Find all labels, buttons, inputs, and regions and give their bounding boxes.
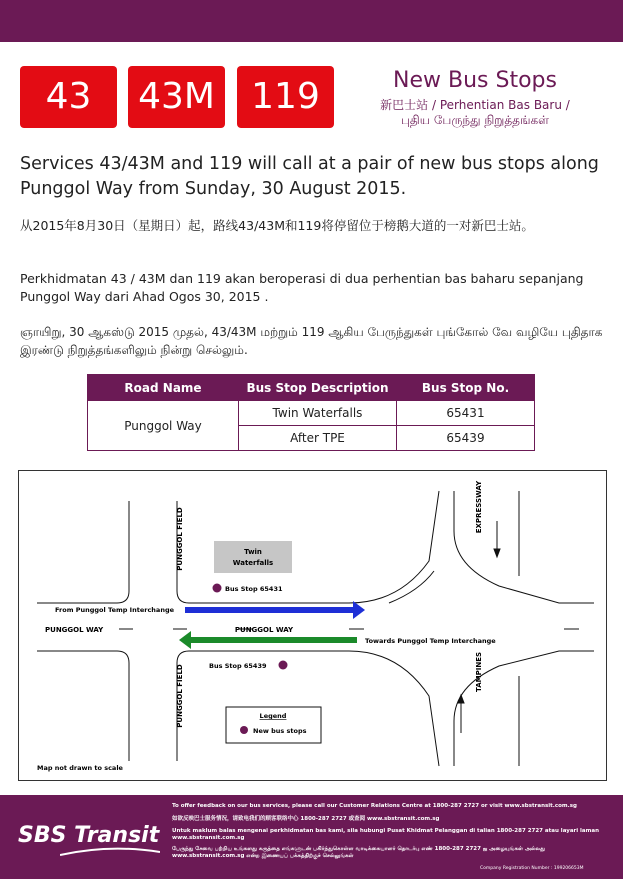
company-registration: Company Registration Number : 199206653M <box>480 866 584 871</box>
twin-label-1: Twin <box>244 548 262 556</box>
cell-road-name: Punggol Way <box>88 401 239 451</box>
header-bus-stop-description: Bus Stop Description <box>239 375 397 401</box>
footer-feedback-ta: பேருந்து சேவை பற்றிய உங்களது கருத்தை எங்களுடன் பகிர்ந்துகொள்ள வாடிக்கையாளர் தொடர்பு எண் 1800-287 2727 ஐ அழையுங்கள் அல்லது www.sbstransit.com.sg என்ற இணையப் பக்கத்திற்குச் செல்லுங்கள் <box>172 846 545 859</box>
footer-feedback-zh: 如欲反映巴士服务情况，请致电我们的顾客联络中心 1800-287 2727 或查阅 www.sbstransit.com.sg <box>172 816 440 822</box>
punggol-field-label-south: PUNGGOL FIELD <box>176 664 184 728</box>
cell-description: After TPE <box>239 426 397 451</box>
footer-feedback-en: To offer feedback on our bus services, please call our Customer Relations Centre at 1800-287 2727 or visit www.sbstransit.com.sg <box>172 803 577 809</box>
scale-note: Map not drawn to scale <box>37 764 123 772</box>
table-row <box>88 401 535 426</box>
notice-title: New Bus Stops <box>393 68 557 93</box>
cell-stop-no: 65439 <box>397 426 535 451</box>
table-header-row <box>88 375 535 401</box>
notice-subtitle-zh-ms: 新巴士站 / Perhentian Bas Baru / <box>380 98 570 112</box>
bus-stop-65431-marker <box>213 584 222 593</box>
top-banner <box>0 0 623 42</box>
bus-stop-65439-label: Bus Stop 65439 <box>209 662 267 670</box>
punggol-field-label-north: PUNGGOL FIELD <box>176 507 184 571</box>
bus-stop-table <box>87 374 535 451</box>
bus-stop-65431-label: Bus Stop 65431 <box>225 585 283 593</box>
route-map <box>18 470 607 781</box>
towards-interchange-label: Towards Punggol Temp Interchange <box>365 637 496 645</box>
cell-description: Twin Waterfalls <box>239 401 397 426</box>
lead-paragraph-en: Services 43/43M and 119 will call at a pair of new bus stops along Punggol Way from Sunday, 30 August 2015. <box>20 154 599 199</box>
legend-item-label: New bus stops <box>253 727 307 735</box>
service-badge-43: 43 <box>20 66 117 128</box>
kerb-sw <box>37 651 129 761</box>
logo-swoosh-icon <box>60 846 160 858</box>
map-drawing <box>19 471 606 780</box>
footer-feedback-ms: Untuk maklum balas mengenai perkhidmatan bas kami, sila hubungi Pusat Khidmat Pelanggan di talian 1800-287 2727 atau layari laman www.sbstransit.com.sg <box>172 828 599 841</box>
expressway-label: EXPRESSWAY <box>475 480 483 534</box>
paragraph-zh: 从2015年8月30日（星期日）起，路线43/43M和119将停留位于榜鹅大道的一对新巴士站。 <box>20 218 534 233</box>
header-bus-stop-no: Bus Stop No. <box>397 375 535 401</box>
notice-subtitle-ta: புதிய பேருந்து நிறுத்தங்கள் <box>401 113 549 127</box>
sbs-transit-logo: SBS Transit <box>18 823 160 848</box>
cell-stop-no: 65431 <box>397 401 535 426</box>
legend-stop-marker <box>240 726 248 734</box>
twin-label-2: Waterfalls <box>232 559 274 567</box>
paragraph-ta: ஞாயிறு, 30 ஆகஸ்டு 2015 முதல், 43/43M மற்றும் 119 ஆகிய பேருந்துகள் புங்கோல் வே வழியே புதிதாக இரண்டு நிறுத்தங்களிலும் நின்று செல்லும். <box>20 325 603 357</box>
kerb-nw <box>37 501 129 603</box>
from-interchange-label: From Punggol Temp Interchange <box>55 606 175 614</box>
twin-waterfalls-area <box>214 541 292 573</box>
tampines-label: TAMPINES <box>475 651 483 693</box>
from-interchange-arrow <box>185 601 365 619</box>
legend-title: Legend <box>259 712 287 720</box>
punggol-way-label-west: PUNGGOL WAY <box>45 626 104 634</box>
punggol-way-label-center: PUNGGOL WAY <box>234 626 294 634</box>
ramp-ne-inner <box>389 571 434 603</box>
header-road-name: Road Name <box>88 375 239 401</box>
bus-stop-65439-marker <box>279 661 288 670</box>
paragraph-ms: Perkhidmatan 43 / 43M dan 119 akan beroperasi di dua perhentian bas baharu sepanjang Punggol Way dari Ahad Ogos 30, 2015 . <box>20 271 584 304</box>
service-badge-119: 119 <box>237 66 334 128</box>
service-badge-43m: 43M <box>128 66 225 128</box>
